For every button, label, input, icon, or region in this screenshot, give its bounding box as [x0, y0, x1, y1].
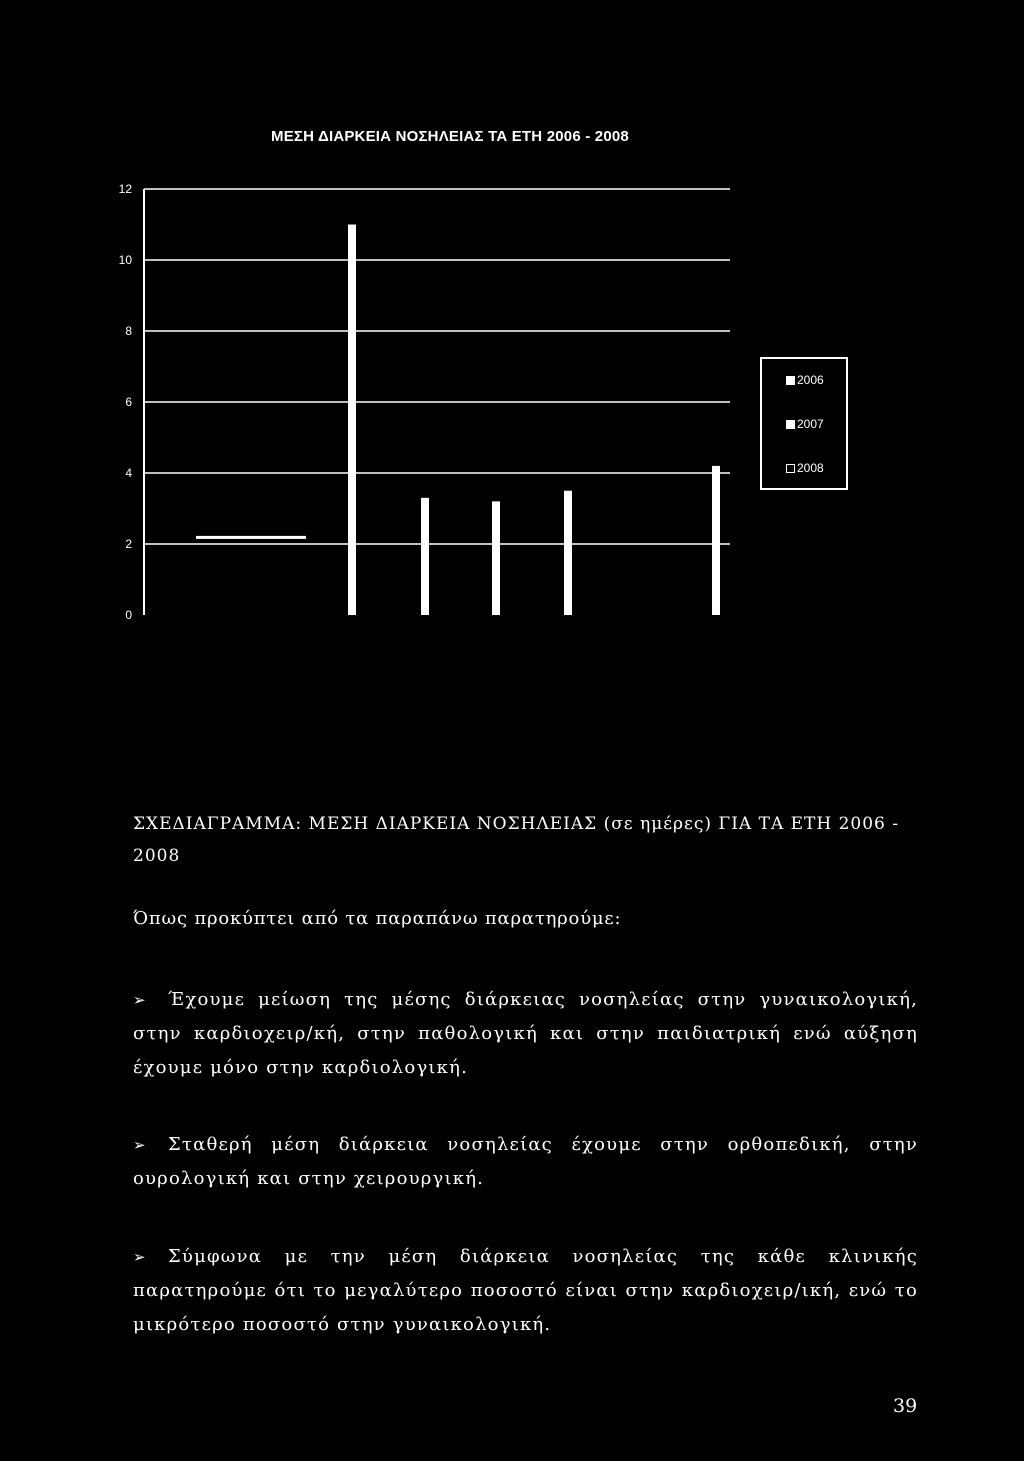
- bullet-text-1: Έχουμε μείωση της μέσης διάρκειας νοσηλείας στην γυναικολογική, στην καρδιοχειρ/κή, στην παθολογική και στην παιδιατρική ενώ αύξηση έχουμε μόνο στην καρδιολογική.: [133, 989, 918, 1078]
- bar: [712, 466, 720, 615]
- y-tick-label: 4: [125, 466, 132, 480]
- y-tick-label: 8: [125, 324, 132, 338]
- bullet-text-3: Σύμφωνα με την μέση διάρκεια νοσηλείας της κάθε κλινικής παρατηρούμε ότι το μεγαλύτερο ποσοστό είναι στην καρδιοχειρ/ική, ενώ το μικρότερο ποσοστό στην γυναικολογική.: [133, 1246, 918, 1335]
- bullet-item-1: [133, 983, 918, 1085]
- caption-line-2: 2008: [133, 846, 181, 866]
- bullet-item-3: [133, 1240, 918, 1342]
- legend-swatch-2007: [786, 420, 795, 429]
- page-number: 39: [893, 1395, 918, 1417]
- bar: [196, 536, 306, 539]
- chart-title: ΜΕΣΗ ΔΙΑΡΚΕΙΑ ΝΟΣΗΛΕΙΑΣ ΤΑ ΕΤΗ 2006 - 2008: [271, 128, 629, 145]
- figure-caption: [133, 808, 903, 872]
- arrow-bullet-icon: ➢: [133, 991, 147, 1009]
- bullet-item-2: [133, 1128, 918, 1196]
- chart-legend: [760, 357, 848, 490]
- y-tick-label: 0: [125, 608, 132, 622]
- legend-label-2007: 2007: [797, 417, 824, 431]
- legend-item-2006: [786, 373, 824, 387]
- legend-swatch-2008: [786, 464, 795, 473]
- bar: [421, 498, 429, 615]
- legend-label-2008: 2008: [797, 461, 824, 475]
- y-tick-label: 6: [125, 395, 132, 409]
- arrow-bullet-icon: ➢: [133, 1136, 147, 1154]
- bullet-text-2: Σταθερή μέση διάρκεια νοσηλείας έχουμε στην ορθοπεδική, στην ουρολογική και στην χειρουργική.: [133, 1134, 918, 1189]
- intro-text: Όπως προκύπτει από τα παραπάνω παρατηρούμε:: [133, 908, 622, 929]
- bar: [492, 501, 500, 615]
- legend-item-2007: [786, 417, 824, 431]
- bar: [348, 225, 356, 616]
- legend-item-2008: [786, 461, 824, 475]
- y-tick-label: 12: [118, 182, 132, 196]
- y-tick-label: 2: [125, 537, 132, 551]
- arrow-bullet-icon: ➢: [133, 1248, 147, 1266]
- bar-chart: [0, 0, 1024, 640]
- legend-swatch-2006: [786, 376, 795, 385]
- caption-line-1: ΣΧΕΔΙΑΓΡΑΜΜΑ: ΜΕΣΗ ΔΙΑΡΚΕΙΑ ΝΟΣΗΛΕΙΑΣ (σε ημέρες) ΓΙΑ ΤΑ ΕΤΗ 2006 -: [133, 814, 900, 834]
- y-tick-label: 10: [118, 253, 132, 267]
- legend-label-2006: 2006: [797, 373, 824, 387]
- bar: [564, 491, 572, 615]
